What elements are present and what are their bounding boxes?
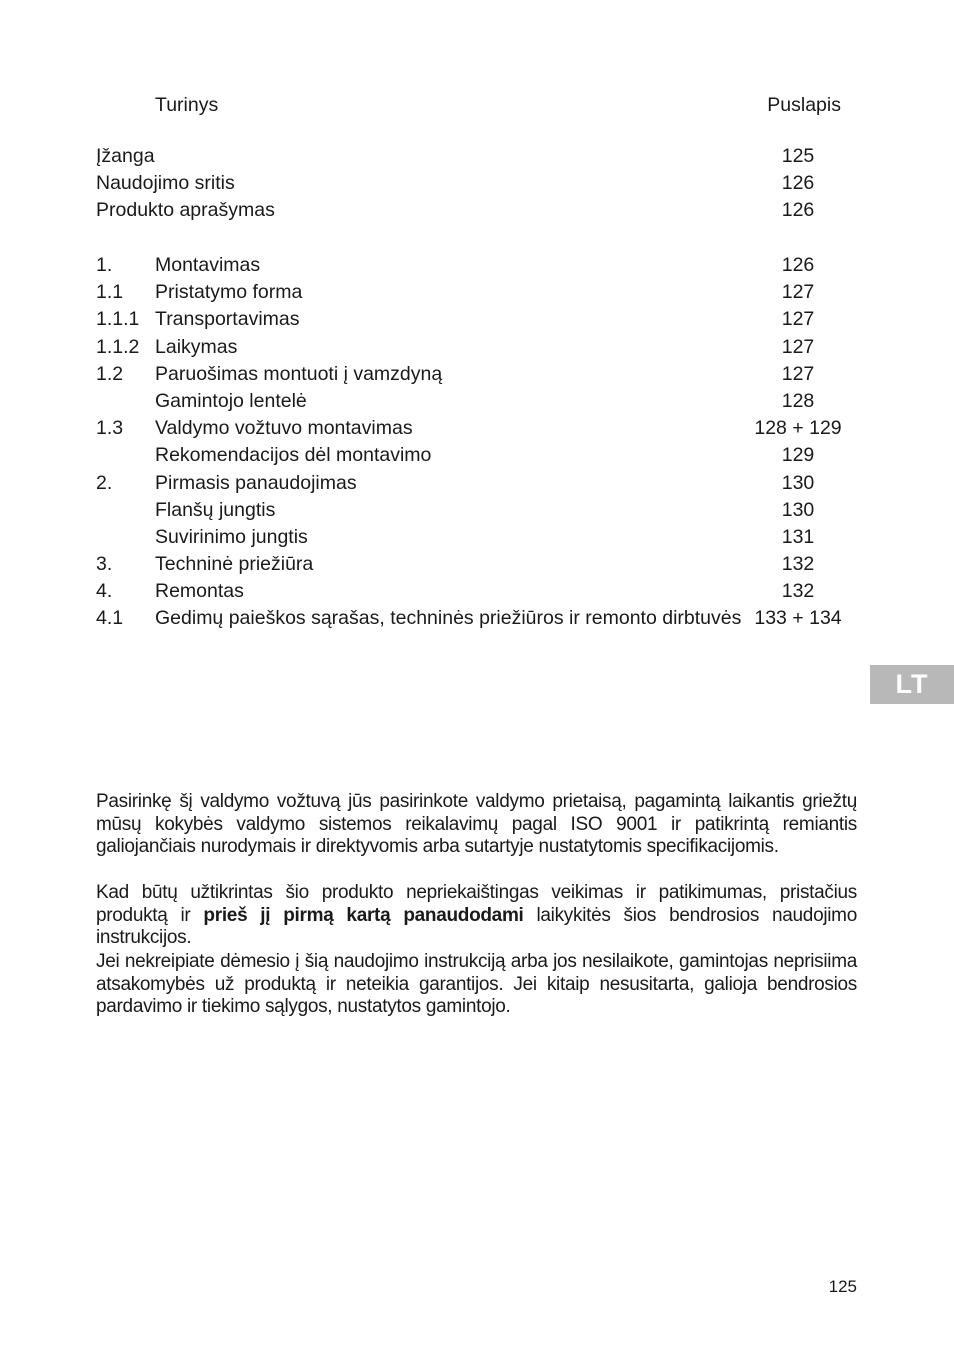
toc-label: Pristatymo forma: [155, 281, 303, 304]
toc-page: 132: [781, 580, 815, 603]
toc-label: Laikymas: [155, 335, 238, 358]
toc-number: 4.: [96, 580, 113, 603]
toc-label: Produkto aprašymas: [96, 199, 275, 222]
toc-number: 1.1.1: [96, 308, 140, 331]
intro-paragraph-3: Jei nekreipiate dėmesio į šią naudojimo instrukciją arba jos nesilaikote, gamintojas neprisiima atsakomybės už produktą ir neteikia garantijos. Jei kitaip nesusitarta, galioja bendrosios pardavimo ir tiekimo sąlygos, nustatytos gamintojo.: [96, 951, 857, 1017]
toc-page: 127: [781, 362, 815, 385]
page-number: 125: [828, 1277, 857, 1296]
toc-page: 132: [781, 553, 815, 576]
toc-row: [96, 198, 848, 225]
toc-label: Įžanga: [96, 145, 155, 167]
toc-page: 127: [781, 281, 815, 304]
toc-label: Gedimų paieškos sąrašas, techninės priežiūros ir remonto dirbtuvės: [155, 607, 742, 630]
toc-row: [96, 171, 848, 198]
toc-number: 2.: [96, 471, 113, 494]
toc-label: Pirmasis panaudojimas: [155, 471, 357, 494]
toc-label: Suvirinimo jungtis: [155, 525, 308, 548]
toc-page: 126: [781, 254, 815, 276]
toc-number: 4.1: [96, 607, 124, 630]
toc-page-label: Puslapis: [767, 94, 841, 116]
toc-number: 3.: [96, 553, 113, 576]
toc-label: Flanšų jungtis: [155, 498, 276, 521]
toc-page: 126: [781, 172, 815, 195]
paragraph-text: laikykitės šios bendrosios naudojimo instrukcijos.: [96, 904, 857, 948]
toc-row: [96, 280, 848, 307]
toc-row: [96, 416, 848, 443]
toc-row: [96, 307, 848, 334]
toc-number: 1.1: [96, 281, 124, 304]
toc-page: 128 + 129: [754, 417, 842, 440]
intro-paragraph-1: Pasirinkę šį valdymo vožtuvą jūs pasirinkote valdymo prietaisą, pagamintą laikantis griežtų mūsų kokybės valdymo sistemos reikalavimų pagal ISO 9001 ir patikrintą remiantis galiojančiais nurodymais ir direktyvomis arba sutartyje nustatytomis specifikacijomis.: [96, 791, 857, 857]
toc-row: [96, 606, 848, 633]
toc-label: Remontas: [155, 580, 244, 603]
toc-row: [96, 443, 848, 470]
toc-page: 127: [781, 335, 815, 358]
toc-page: 129: [781, 444, 815, 467]
toc-number: 1.: [96, 254, 113, 276]
toc-row: [96, 389, 848, 416]
intro-paragraph-2: [96, 882, 857, 950]
toc-row: [96, 498, 848, 525]
toc-row: [96, 471, 848, 498]
toc-row: [96, 579, 848, 606]
toc-page: 130: [781, 498, 815, 521]
toc-label: Valdymo vožtuvo montavimas: [155, 417, 413, 440]
toc-label: Montavimas: [155, 254, 261, 276]
paragraph-emphasis: prieš jį pirmą kartą panaudodami: [203, 904, 524, 926]
toc-label: Gamintojo lentelė: [155, 389, 307, 412]
toc-label: Transportavimas: [155, 308, 300, 331]
paragraph-text: Kad būtų užtikrintas šio produkto nepriekaištingas veikimas ir patikimumas, pristačius produktą ir: [96, 882, 857, 926]
toc-label: Rekomendacijos dėl montavimo: [155, 444, 432, 467]
toc-header: [0, 94, 954, 118]
toc-label: Techninė priežiūra: [155, 553, 314, 576]
toc-row: [96, 253, 848, 280]
toc-row: [96, 144, 848, 171]
toc-page: 131: [781, 525, 815, 548]
toc-label: Naudojimo sritis: [96, 172, 235, 195]
toc-list: [96, 253, 848, 634]
toc-page: 128: [781, 389, 815, 412]
toc-row: [96, 335, 848, 362]
toc-page: 130: [781, 471, 815, 494]
toc-number: 1.3: [96, 417, 124, 440]
toc-number: 1.1.2: [96, 335, 140, 358]
toc-title: Turinys: [155, 94, 219, 116]
toc-page: 133 + 134: [754, 607, 842, 630]
toc-page: 126: [781, 199, 815, 222]
toc-number: 1.2: [96, 362, 124, 385]
intro-list: [96, 144, 848, 226]
toc-label: Paruošimas montuoti į vamzdyną: [155, 362, 443, 385]
toc-page: 125: [781, 145, 815, 167]
language-tab: LT: [870, 665, 954, 704]
toc-row: [96, 525, 848, 552]
toc-row: [96, 552, 848, 579]
toc-page: 127: [781, 308, 815, 331]
toc-row: [96, 362, 848, 389]
